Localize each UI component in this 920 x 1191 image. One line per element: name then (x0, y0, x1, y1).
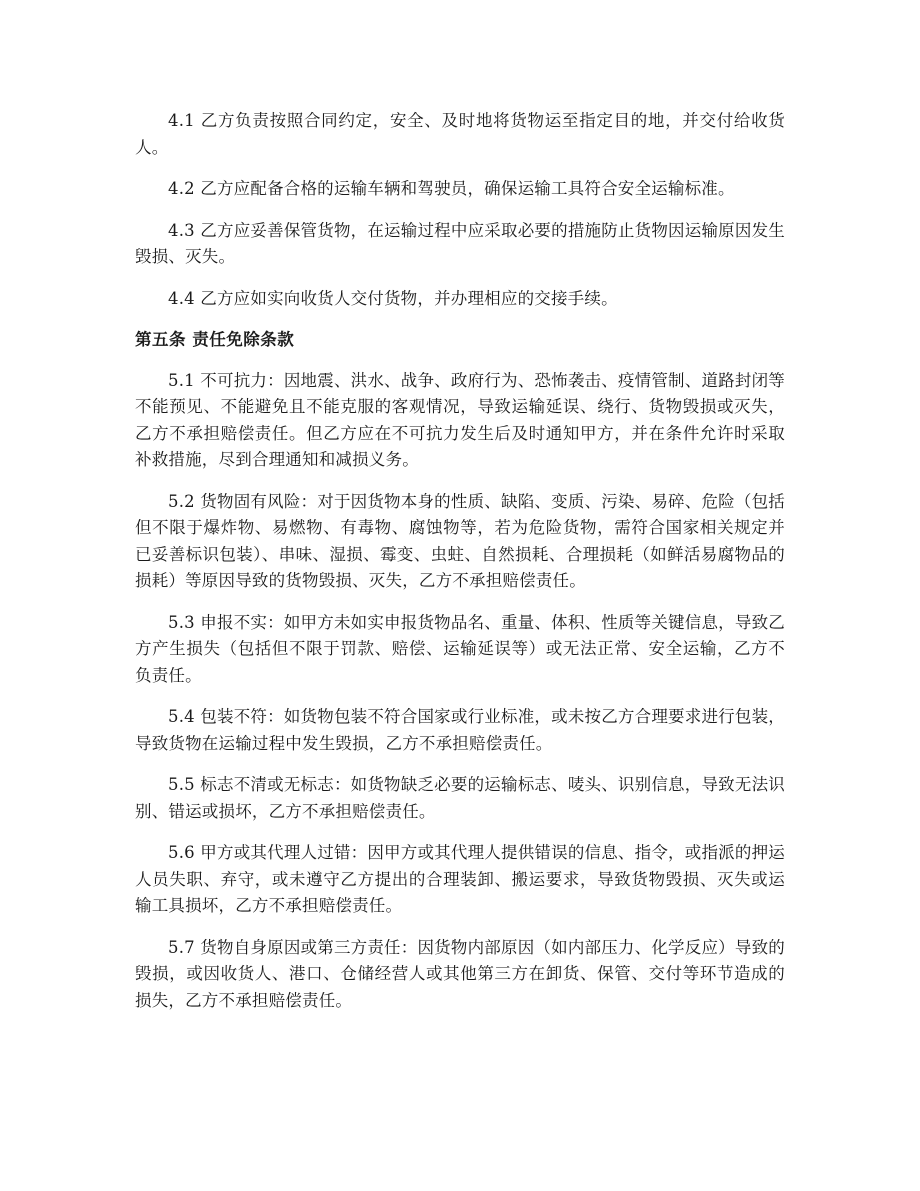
document-page (135, 108, 785, 1029)
paragraph-5-4: 5.4 包装不符：如货物包装不符合国家或行业标准，或未按乙方合理要求进行包装，导致货物在运输过程中发生毁损，乙方不承担赔偿责任。 (135, 707, 785, 753)
paragraph-5-2: 5.2 货物固有风险：对于因货物本身的性质、缺陷、变质、污染、易碎、危险（包括但不限于爆炸物、易燃物、有毒物、腐蚀物等，若为危险货物，需符合国家相关规定并已妥善标识包装）、串味、湿损、霉变、虫蛀、自然损耗、合理损耗（如鲜活易腐物品的损耗）等原因导致的货物毁损、灭失，乙方不承担赔偿责任。 (135, 491, 785, 590)
section-heading: 第五条 责任免除条款 (135, 330, 295, 349)
paragraph-4-4: 4.4 乙方应如实向收货人交付货物，并办理相应的交接手续。 (168, 288, 618, 308)
paragraph-4-2: 4.2 乙方应配备合格的运输车辆和驾驶员，确保运输工具符合安全运输标准。 (168, 179, 735, 198)
paragraph-5-1: 5.1 不可抗力：因地震、洪水、战争、政府行为、恐怖袭击、疫情管制、道路封闭等不能预见、不能避免且不能克服的客观情况，导致运输延误、绕行、货物毁损或灭失，乙方不承担赔偿责任。但乙方应在不可抗力发生后及时通知甲方，并在条件允许时采取补救措施，尽到合理通知和减损义务。 (135, 370, 785, 469)
paragraph-5-5: 5.5 标志不清或无标志：如货物缺乏必要的运输标志、唛头、识别信息，导致无法识别、错运或损坏，乙方不承担赔偿责任。 (135, 775, 785, 821)
paragraph-5-7: 5.7 货物自身原因或第三方责任：因货物内部原因（如内部压力、化学反应）导致的毁损，或因收货人、港口、仓储经营人或其他第三方在卸货、保管、交付等环节造成的损失，乙方不承担赔偿责任。 (135, 937, 785, 1010)
paragraph-4-1: 4.1 乙方负责按照合同约定，安全、及时地将货物运至指定目的地，并交付给收货人。 (135, 111, 785, 157)
paragraph-4-3: 4.3 乙方应妥善保管货物，在运输过程中应采取必要的措施防止货物因运输原因发生毁损、灭失。 (135, 220, 785, 266)
paragraph-5-6: 5.6 甲方或其代理人过错：因甲方或其代理人提供错误的信息、指令，或指派的押运人员失职、弃守，或未遵守乙方提出的合理装卸、搬运要求，导致货物毁损、灭失或运输工具损坏，乙方不承担赔偿责任。 (135, 843, 785, 915)
paragraph-5-3: 5.3 申报不实：如甲方未如实申报货物品名、重量、体积、性质等关键信息，导致乙方产生损失（包括但不限于罚款、赔偿、运输延误等）或无法正常、安全运输，乙方不负责任。 (135, 612, 785, 685)
